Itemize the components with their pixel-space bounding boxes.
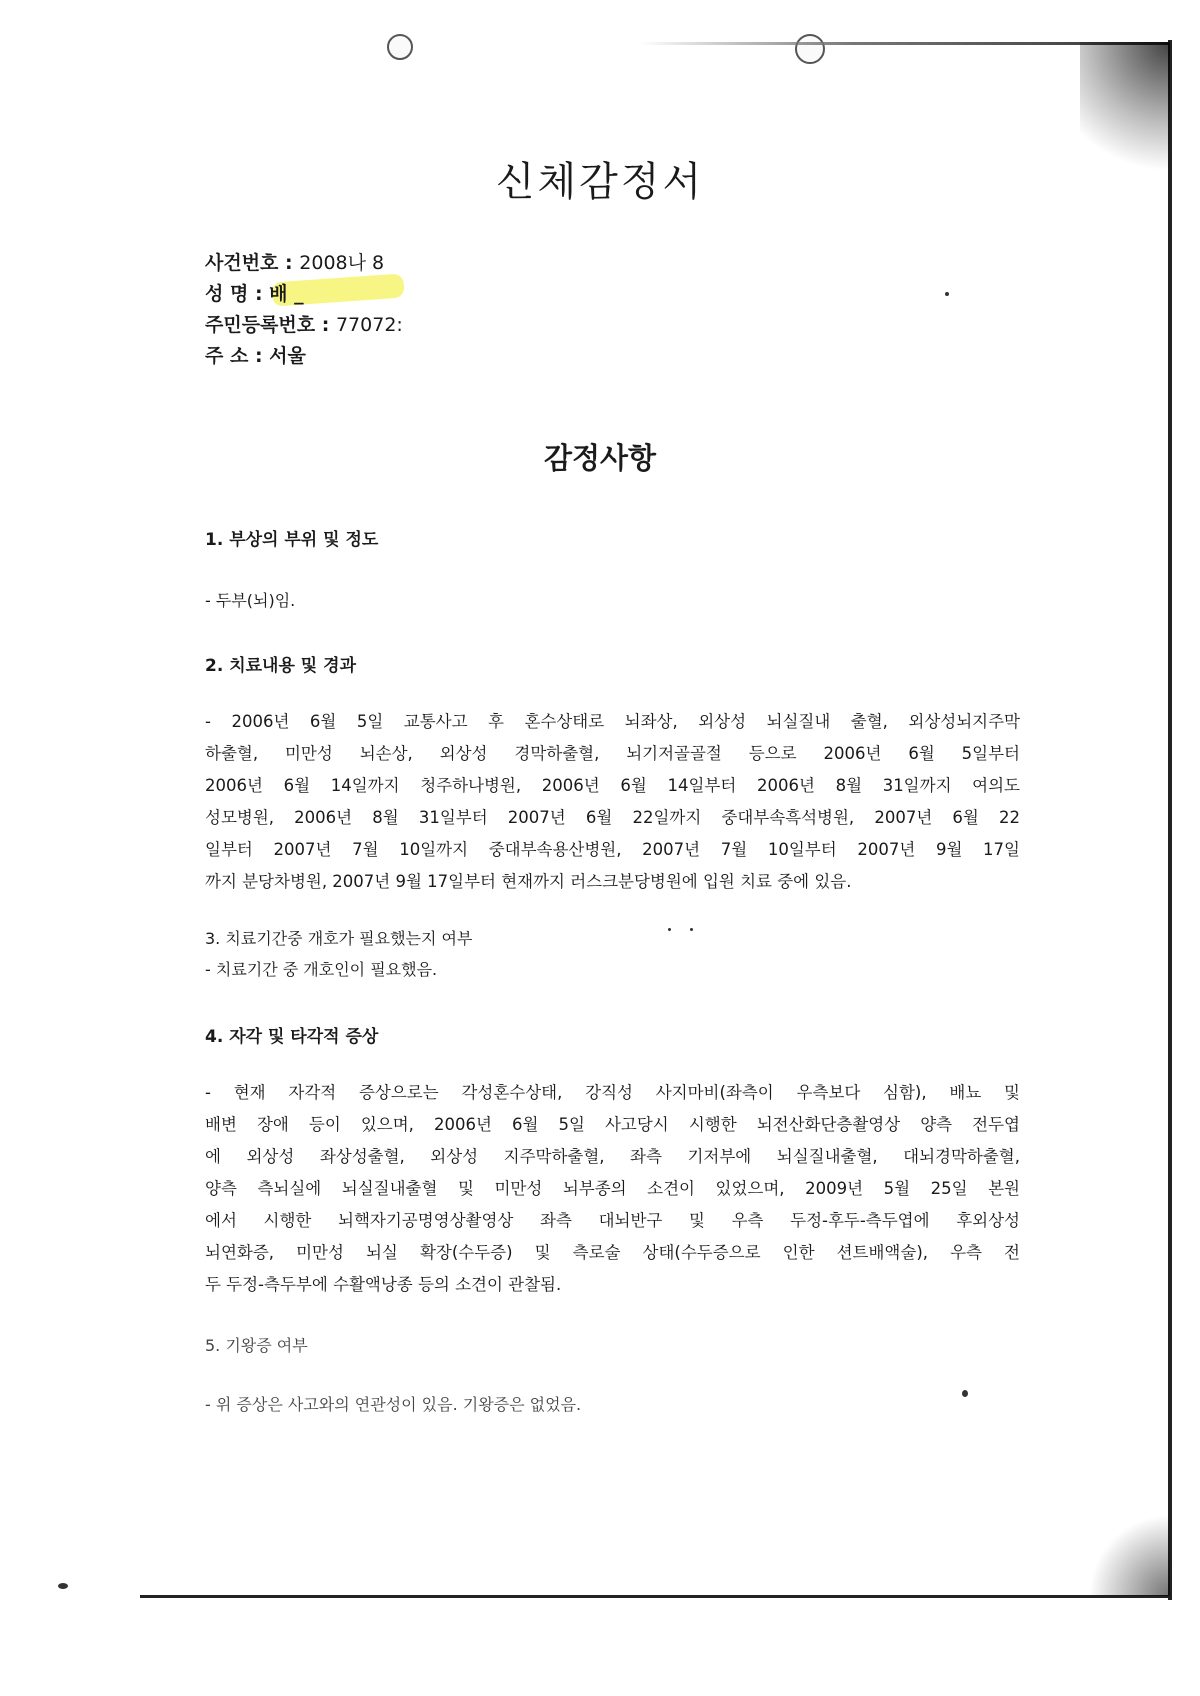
paragraph-line: - 현재 자각적 증상으로는 각성혼수상태, 강직성 사지마비(좌측이 우측보다 심함), 배뇨 및: [205, 1083, 1020, 1102]
rrn-row: [205, 310, 403, 341]
scan-edge-bottom: [140, 1595, 1170, 1598]
rrn-value: 77072:: [335, 314, 403, 336]
scan-speck: [668, 928, 671, 931]
item-1-heading: 1. 부상의 부위 및 정도: [205, 530, 379, 550]
item-2-paragraph: [205, 706, 1020, 898]
personal-info-block: [205, 248, 403, 372]
item-5-text: - 위 증상은 사고와의 연관성이 있음. 기왕증은 없었음.: [205, 1395, 582, 1414]
paragraph-line: 까지 분당차병원, 2007년 9월 17일부터 현재까지 러스크분당병원에 입원 치료 중에 있음.: [205, 872, 852, 891]
item-3-text: - 치료기간 중 개호인이 필요했음.: [205, 960, 438, 979]
paragraph-line: 성모병원, 2006년 8월 31일부터 2007년 6월 22일까지 중대부속흑석병원, 2007년 6월 22: [205, 808, 1020, 827]
scan-shadow-bottom-right: [1080, 1510, 1170, 1596]
paragraph-line: 2006년 6월 14일까지 청주하나병원, 2006년 6월 14일부터 2006년 8월 31일까지 여의도: [205, 776, 1020, 795]
name-label: 성 명 :: [205, 283, 263, 305]
name-row: [205, 279, 403, 310]
item-4-heading: 4. 자각 및 타각적 증상: [205, 1027, 379, 1047]
paragraph-line: 일부터 2007년 7월 10일까지 중대부속용산병원, 2007년 7월 10일부터 2007년 9월 17일: [205, 840, 1020, 859]
paragraph-line: 뇌연화증, 미만성 뇌실 확장(수두증) 및 측로술 상태(수두증으로 인한 션트배액술), 우측 전: [205, 1243, 1020, 1262]
scan-edge-right: [1168, 40, 1172, 1600]
item-2-heading: 2. 치료내용 및 경과: [205, 656, 356, 676]
address-row: [205, 341, 403, 372]
paragraph-line: 두 두정-측두부에 수활액낭종 등의 소견이 관찰됨.: [205, 1275, 562, 1294]
item-5-heading: 5. 기왕증 여부: [205, 1336, 308, 1355]
paragraph-line: 에 외상성 좌상성출혈, 외상성 지주막하출혈, 좌측 기저부에 뇌실질내출혈, 대뇌경막하출혈,: [205, 1147, 1020, 1166]
paragraph-line: 에서 시행한 뇌핵자기공명영상촬영상 좌측 대뇌반구 및 우측 두정-후두-측두엽에 후외상성: [205, 1211, 1020, 1230]
section-title: 감정사항: [543, 441, 657, 475]
case-number-label: 사건번호 :: [205, 252, 293, 274]
item-4-paragraph: [205, 1077, 1020, 1301]
scan-speck: [945, 292, 949, 296]
punch-hole-left: [387, 34, 413, 60]
case-number-row: [205, 248, 403, 279]
scan-speck: [962, 1390, 968, 1397]
scan-speck: [58, 1583, 68, 1589]
name-value: 배 _: [269, 283, 304, 305]
rrn-label: 주민등록번호 :: [205, 314, 330, 336]
punch-hole-right: [795, 34, 825, 64]
document-title: 신체감정서: [495, 159, 705, 205]
paragraph-line: - 2006년 6월 5일 교통사고 후 혼수상태로 뇌좌상, 외상성 뇌실질내 출혈, 외상성뇌지주막: [205, 712, 1020, 731]
address-value: 서울: [269, 345, 306, 367]
address-label: 주 소 :: [205, 345, 263, 367]
paragraph-line: 배변 장애 등이 있으며, 2006년 6월 5일 사고당시 시행한 뇌전산화단층촬영상 양측 전두엽: [205, 1115, 1020, 1134]
item-3-heading: 3. 치료기간중 개호가 필요했는지 여부: [205, 929, 473, 948]
paragraph-line: 양측 측뇌실에 뇌실질내출혈 및 미만성 뇌부종의 소견이 있었으며, 2009년 5월 25일 본원: [205, 1179, 1020, 1198]
paragraph-line: 하출혈, 미만성 뇌손상, 외상성 경막하출혈, 뇌기저골골절 등으로 2006년 6월 5일부터: [205, 744, 1020, 763]
case-number-value: 2008나 8: [299, 252, 385, 274]
scan-speck: [690, 928, 693, 931]
item-1-text: - 두부(뇌)임.: [205, 591, 296, 610]
